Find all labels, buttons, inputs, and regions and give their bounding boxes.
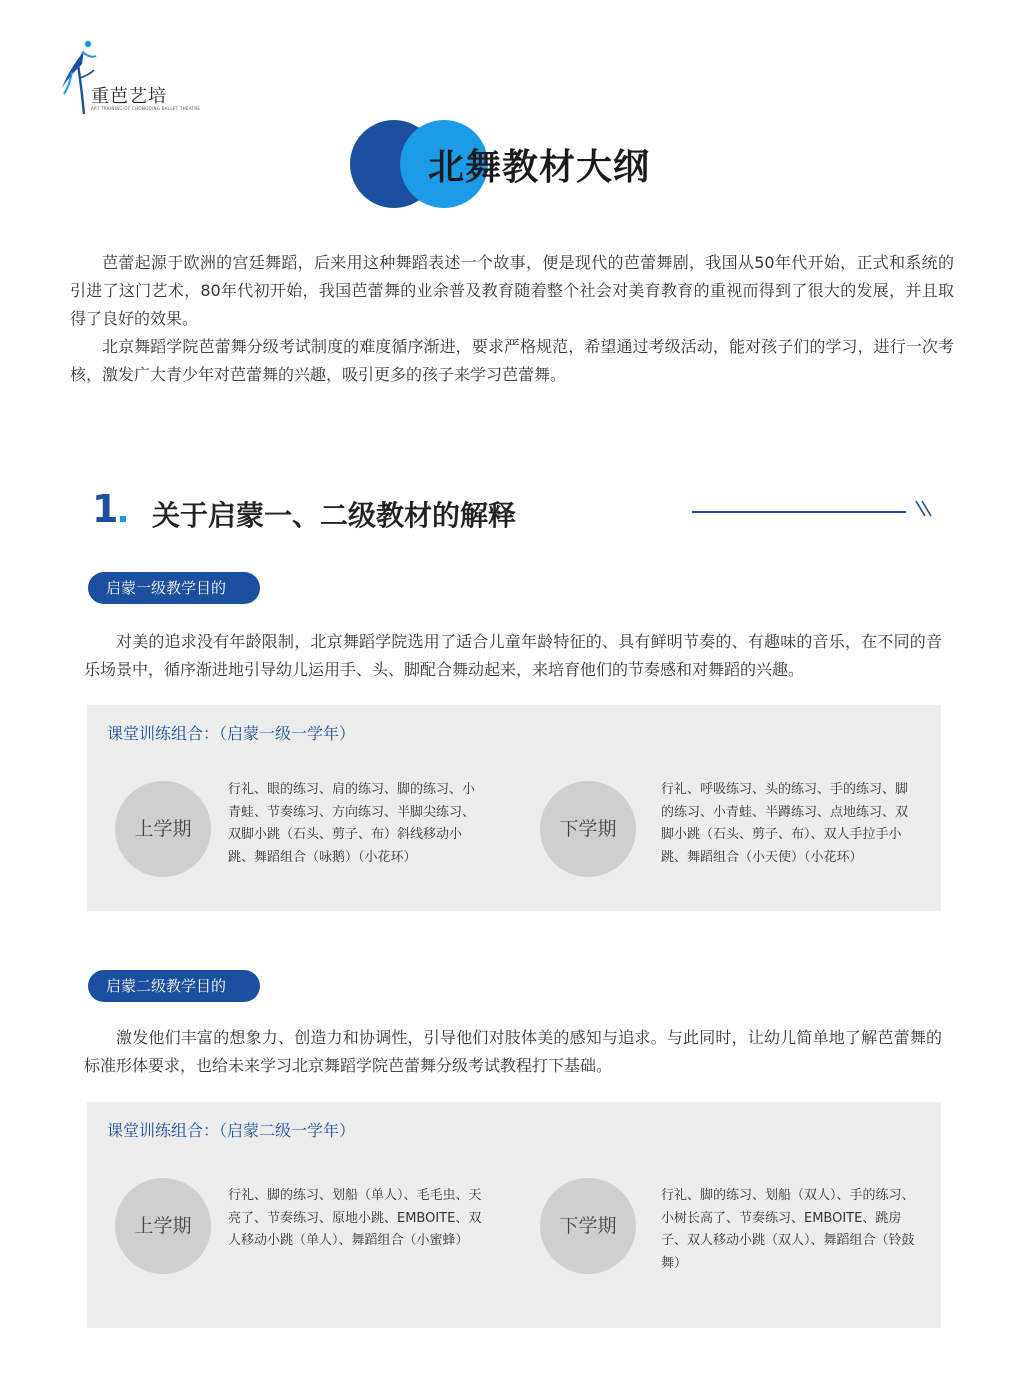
level1-panel-title: 课堂训练组合：（启蒙一级一学年）: [107, 724, 356, 743]
logo: [58, 38, 201, 120]
intro-paragraph-1: 芭蕾起源于欧洲的宫廷舞蹈，后来用这种舞蹈表述一个故事，便是现代的芭蕾舞剧，我国从50年代开始，正式和系统的引进了这门艺术，80年代初开始，我国芭蕾舞的业余普及教育随着整个社会对美育教育的重视而得到了很大的发展，并且取得了良好的效果。: [70, 253, 954, 328]
page-title: 北舞教材大纲: [428, 147, 651, 188]
level2-goal-badge: 启蒙二级教学目的: [88, 970, 260, 1002]
level1-term1-badge: 上学期: [115, 781, 211, 877]
logo-subtitle: ART TRAINING OF CHONGQING BALLET THEATRE: [91, 106, 201, 111]
logo-name: 重芭艺培: [91, 86, 167, 107]
level2-training-panel: [87, 1102, 941, 1328]
level1-term1-text: 行礼、眼的练习、肩的练习、脚的练习、小青蛙、节奏练习、方向练习、半脚尖练习、双脚小跳（石头、剪子、布）斜线移动小跳、舞蹈组合（咏鹅）（小花环）: [228, 782, 476, 865]
level2-term2-text: 行礼、脚的练习、划船（双人）、手的练习、小树长高了、节奏练习、EMBOITE、跳房子、双人移动小跳（双人）、舞蹈组合（铃鼓舞）: [661, 1188, 915, 1271]
level2-panel-title: 课堂训练组合：（启蒙二级一学年）: [107, 1121, 356, 1140]
double-slash-icon: [914, 499, 934, 519]
level1-training-panel: [87, 705, 941, 911]
section-number-dot: [120, 516, 126, 522]
section-number: 1: [92, 487, 119, 531]
section-divider-line: [692, 511, 906, 513]
level1-term2-text: 行礼、呼吸练习、头的练习、手的练习、脚的练习、小青蛙、半蹲练习、点地练习、双脚小跳（石头、剪子、布）、双人手拉手小跳、舞蹈组合（小天使）（小花环）: [661, 782, 909, 865]
section-title: 关于启蒙一、二级教材的解释: [152, 499, 517, 532]
level2-goal-text: 激发他们丰富的想象力、创造力和协调性，引导他们对肢体美的感知与追求。与此同时，让幼儿简单地了解芭蕾舞的标准形体要求，也给未来学习北京舞蹈学院芭蕾舞分级考试教程打下基础。: [84, 1028, 942, 1075]
intro-paragraph-2: 北京舞蹈学院芭蕾舞分级考试制度的难度循序渐进，要求严格规范，希望通过考级活动，能对孩子们的学习，进行一次考核，激发广大青少年对芭蕾舞的兴趣，吸引更多的孩子来学习芭蕾舞。: [70, 337, 954, 384]
level2-term1-text: 行礼、脚的练习、划船（单人）、毛毛虫、天亮了、节奏练习、原地小跳、EMBOITE、双人移动小跳（单人）、舞蹈组合（小蜜蜂）: [228, 1188, 482, 1248]
intro-text: [70, 249, 954, 389]
level2-term1-badge: 上学期: [115, 1178, 211, 1274]
level1-goal-badge: 启蒙一级教学目的: [88, 572, 260, 604]
level1-term2-badge: 下学期: [540, 781, 636, 877]
level2-term2-badge: 下学期: [540, 1178, 636, 1274]
level2-goal: [84, 1024, 942, 1080]
level1-goal: [84, 628, 942, 684]
level1-goal-text: 对美的追求没有年龄限制，北京舞蹈学院选用了适合儿童年龄特征的、具有鲜明节奏的、有趣味的音乐，在不同的音乐场景中，循序渐进地引导幼儿运用手、头、脚配合舞动起来，来培育他们的节奏感和对舞蹈的兴趣。: [84, 632, 942, 679]
